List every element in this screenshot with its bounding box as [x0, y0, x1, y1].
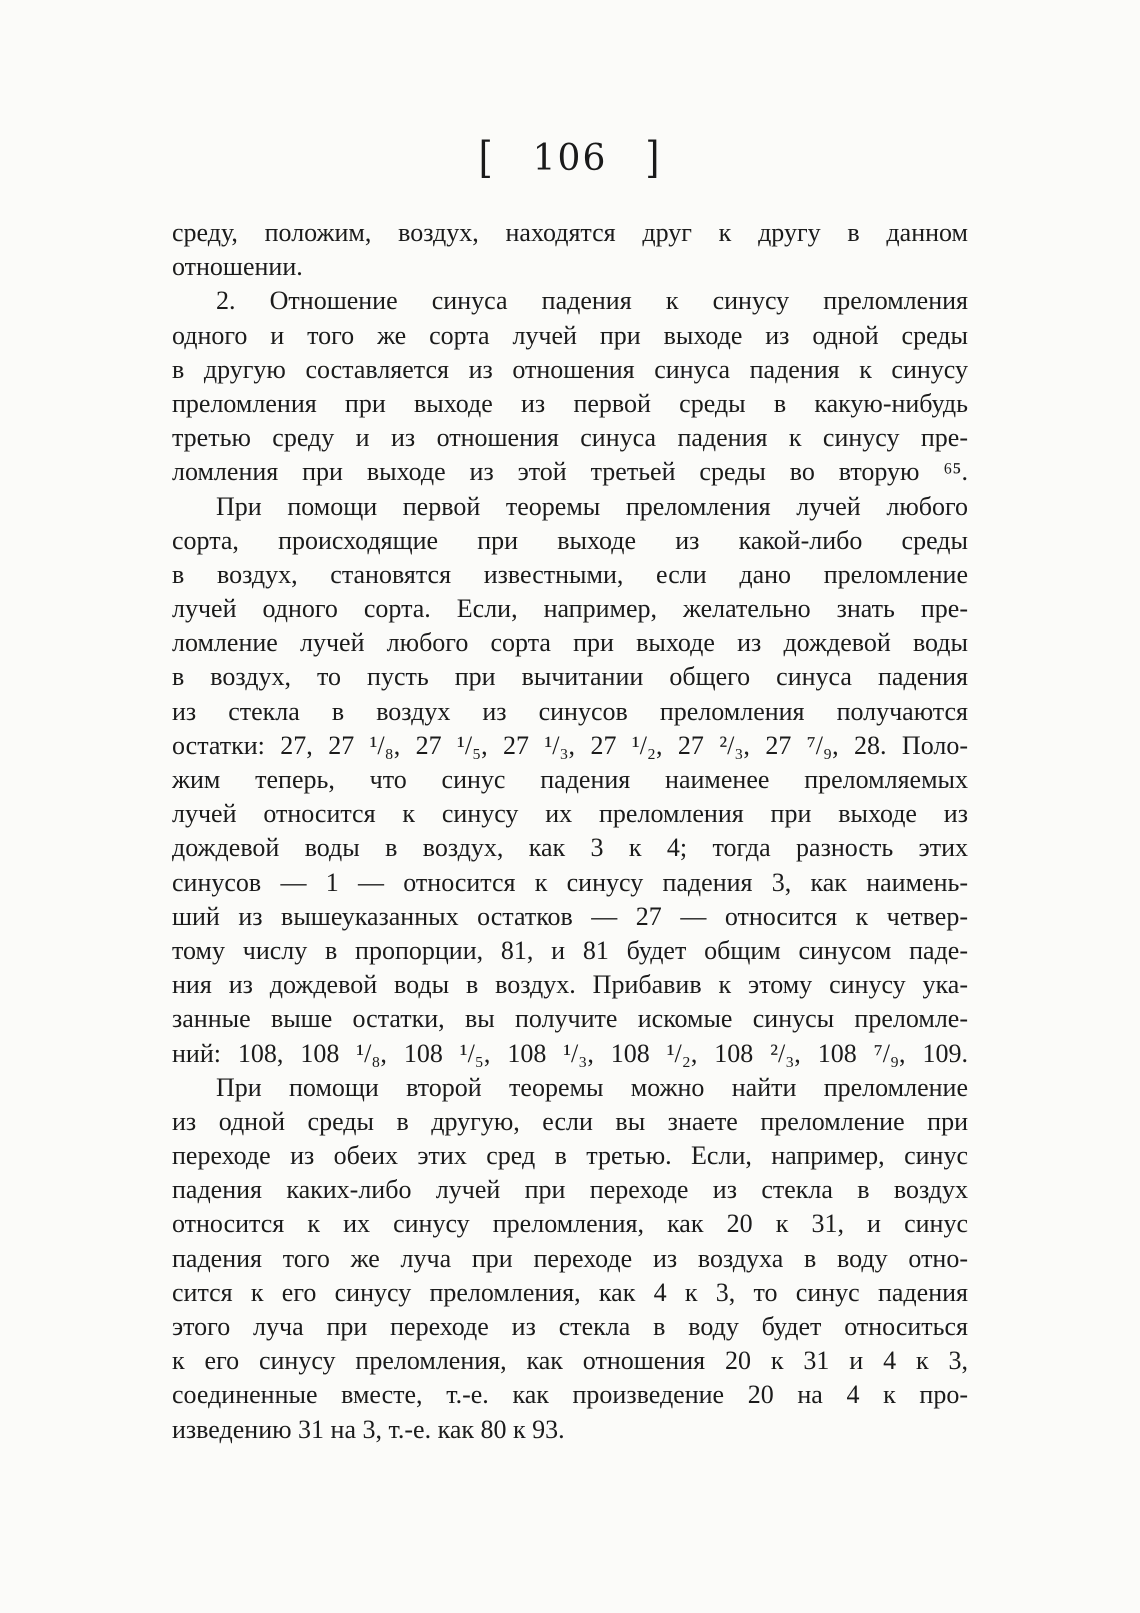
- text-line: изведению 31 на 3, т.-е. как 80 к 93.: [172, 1414, 565, 1444]
- paragraph-second-theorem-example: [172, 1071, 968, 1447]
- page-number-value: 106: [532, 138, 608, 179]
- text-line: ший из вышеуказанных остатков — 27 — относится к четвер-: [172, 901, 968, 931]
- text-line: ния из дождевой воды в воздух. Прибавив к этому синусу ука-: [172, 970, 968, 1000]
- text-line: ломление лучей любого сорта при выходе из дождевой воды: [172, 628, 968, 658]
- text-line: третью среду и из отношения синуса падения к синусу пре-: [172, 423, 968, 453]
- paragraph-continuation: [172, 216, 968, 284]
- text-line: среду, положим, воздух, находятся друг к другу в данном: [172, 218, 968, 247]
- text-line: падения того же луча при переходе из воздуха в воду отно-: [172, 1243, 968, 1273]
- text-line: остатки: 27, 27 ¹/₈, 27 ¹/₅, 27 ¹/₃, 27 ¹/₂, 27 ²/₃, 27 ⁷/₉, 28. Поло-: [172, 730, 968, 760]
- text-line: соединенные вместе, т.-е. как произведение 20 на 4 к про-: [172, 1380, 968, 1410]
- text-line: лучей одного сорта. Если, например, желательно знать пре-: [172, 594, 968, 624]
- text-line: преломления при выходе из первой среды в какую-нибудь: [172, 388, 968, 418]
- body-text: [172, 216, 968, 1447]
- text-line: отношении.: [172, 252, 303, 282]
- page-number-close-bracket: ]: [645, 133, 662, 184]
- text-line: одного и того же сорта лучей при выходе из одной среды: [172, 320, 968, 350]
- page-number: [0, 133, 1140, 184]
- text-line: ломления при выходе из этой третьей среды во вторую ⁶⁵.: [172, 457, 968, 487]
- text-line: При помощи второй теоремы можно найти преломление: [216, 1072, 968, 1102]
- text-line: к его синусу преломления, как отношения 20 к 31 и 4 к 3,: [172, 1346, 968, 1376]
- paragraph-theorem-2: [172, 284, 968, 489]
- text-line: в другую составляется из отношения синуса падения к синусу: [172, 354, 968, 384]
- text-line: ний: 108, 108 ¹/₈, 108 ¹/₅, 108 ¹/₃, 108 ¹/₂, 108 ²/₃, 108 ⁷/₉, 109.: [172, 1038, 968, 1068]
- text-line: синусов — 1 — относится к синусу падения 3, как наимень-: [172, 867, 968, 897]
- text-line: в воздух, то пусть при вычитании общего синуса падения: [172, 662, 968, 692]
- paragraph-first-theorem-example: [172, 490, 968, 1071]
- text-line: в воздух, становятся известными, если дано преломление: [172, 559, 968, 589]
- page-number-open-bracket: [: [478, 133, 495, 184]
- text-line: сорта, происходящие при выходе из какой-либо среды: [172, 525, 968, 555]
- text-line: При помощи первой теоремы преломления лучей любого: [216, 491, 968, 521]
- text-line: тому числу в пропорции, 81, и 81 будет общим синусом паде-: [172, 935, 968, 965]
- text-line: переходе из обеих этих сред в третью. Если, например, синус: [172, 1141, 968, 1171]
- text-line: лучей относится к синусу их преломления при выходе из: [172, 799, 968, 829]
- text-line: дождевой воды в воздух, как 3 к 4; тогда разность этих: [172, 833, 968, 863]
- text-line: сится к его синусу преломления, как 4 к 3, то синус падения: [172, 1277, 968, 1307]
- text-line: занные выше остатки, вы получите искомые синусы преломле-: [172, 1004, 968, 1034]
- text-line: из стекла в воздух из синусов преломления получаются: [172, 696, 968, 726]
- text-line: падения каких-либо лучей при переходе из стекла в воздух: [172, 1175, 968, 1205]
- text-line: этого луча при переходе из стекла в воду будет относиться: [172, 1312, 968, 1341]
- text-line: жим теперь, что синус падения наименее преломляемых: [172, 765, 968, 794]
- text-line: из одной среды в другую, если вы знаете преломление при: [172, 1106, 968, 1136]
- text-line: относится к их синусу преломления, как 20 к 31, и синус: [172, 1209, 968, 1239]
- text-line: 2. Отношение синуса падения к синусу преломления: [216, 286, 968, 316]
